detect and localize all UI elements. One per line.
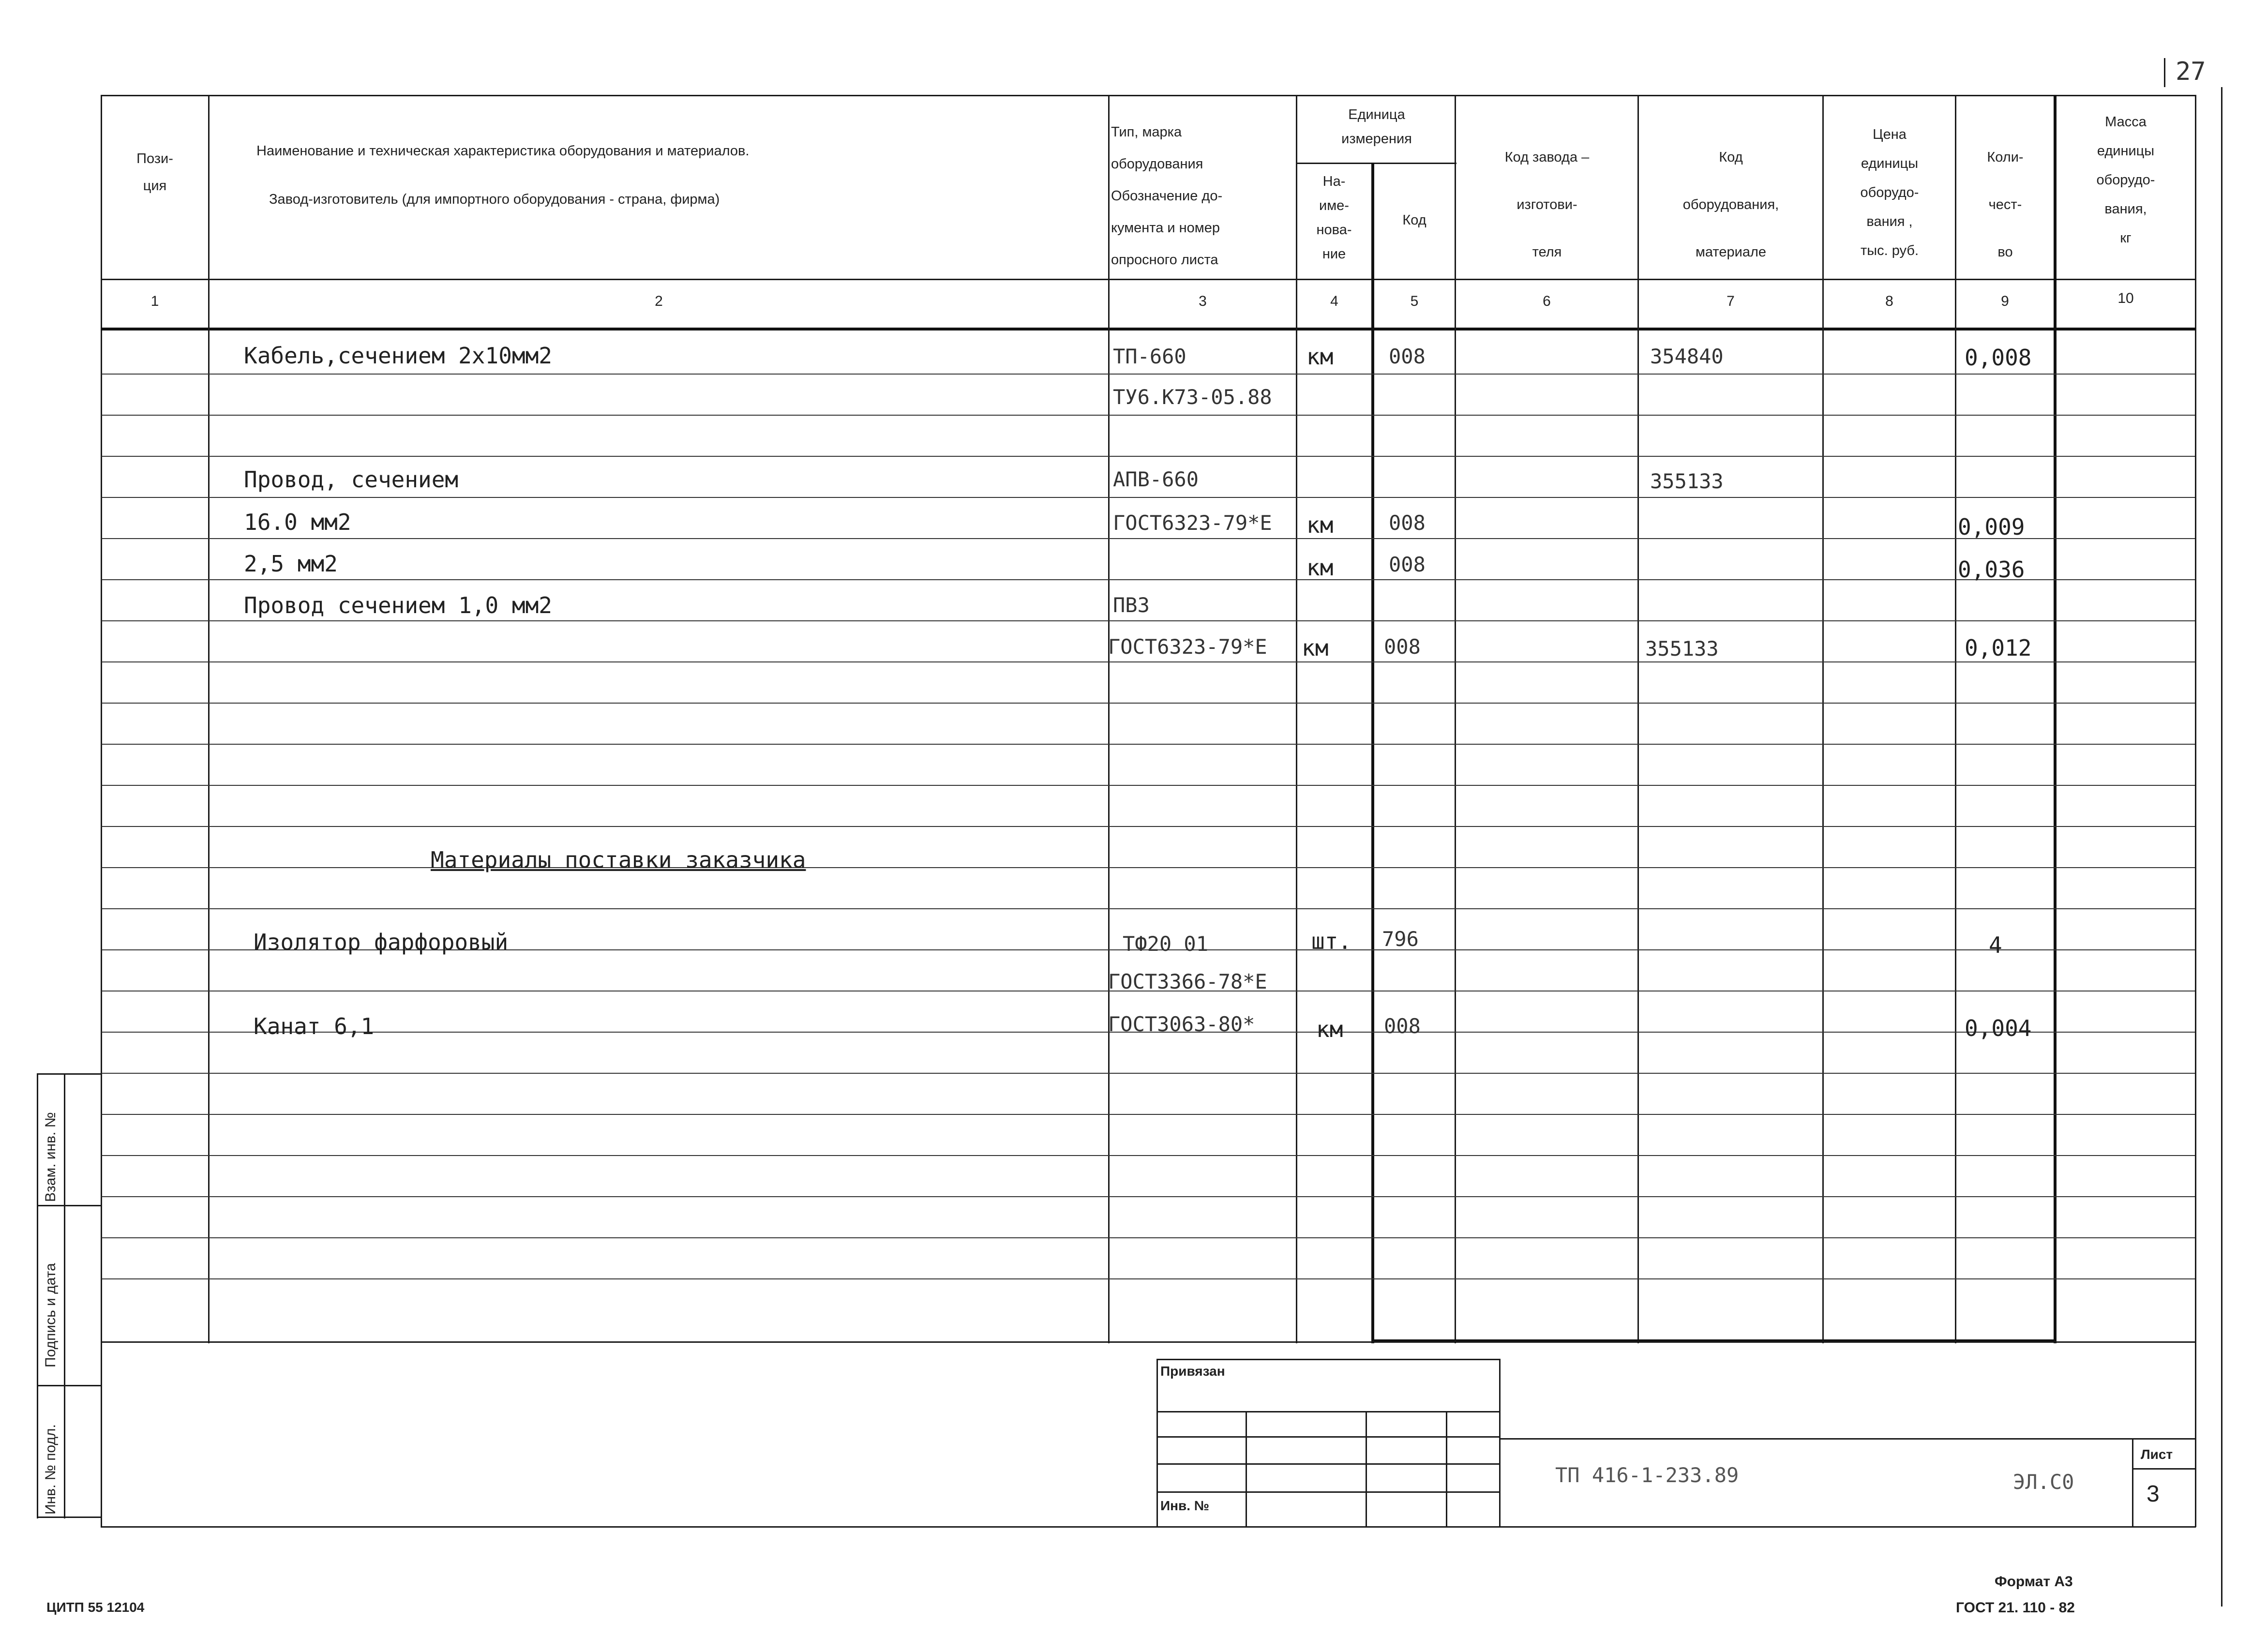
row-separator <box>102 579 2195 580</box>
table-cell-code: 008 <box>1389 553 1426 576</box>
row-separator <box>102 1114 2195 1115</box>
row-separator <box>102 497 2195 498</box>
table-cell-type: ГОСТ3063-80* <box>1108 1012 1255 1036</box>
table-cell-type: ГОСТ6323-79*Е <box>1108 635 1267 659</box>
frame-top <box>101 95 2196 96</box>
table-cell-qty: 0,004 <box>1965 1015 2032 1041</box>
table-cell-code: 008 <box>1389 511 1426 535</box>
header-col7: Код оборудования, материале <box>1682 150 1779 260</box>
stamp-col1 <box>1246 1411 1247 1526</box>
table-cell-type: ТП-660 <box>1113 345 1186 368</box>
stamp-privyazan: Привязан <box>1160 1364 1225 1379</box>
table-cell-unit: км <box>1306 512 1334 538</box>
colnum-5: 5 <box>1410 293 1419 309</box>
table-cell-equip-code: 355133 <box>1645 637 1719 661</box>
section-title: Материалы поставки заказчика <box>431 847 806 873</box>
table-cell-qty: 4 <box>1989 932 2002 958</box>
col-line-8 <box>1955 95 1956 1343</box>
col-line-4 <box>1371 163 1374 1343</box>
row-separator <box>102 1237 2195 1238</box>
row-separator <box>102 620 2195 621</box>
table-cell-name: 16.0 мм2 <box>244 509 351 535</box>
table-cell-type: ГОСТ3366-78*Е <box>1108 970 1267 993</box>
table-cell-type: АПВ-660 <box>1113 467 1199 491</box>
colnum-bottom-line <box>101 328 2196 330</box>
table-cell-unit: км <box>1316 1016 1343 1042</box>
header-col4: На- име- нова- ние <box>1316 174 1352 262</box>
side-strip-left <box>37 1073 38 1518</box>
table-cell-code: 008 <box>1384 635 1421 659</box>
col-line-1 <box>208 95 210 1343</box>
table-cell-qty: 0,009 <box>1958 514 2025 540</box>
side-strip-bottom <box>37 1517 102 1518</box>
row-separator <box>102 744 2195 745</box>
colnum-10: 10 <box>2117 290 2134 306</box>
col-line-7 <box>1822 95 1824 1343</box>
side-strip-div2 <box>37 1385 102 1386</box>
frame-left <box>101 95 102 1527</box>
table-cell-type: ТУ6.К73-05.88 <box>1113 385 1272 409</box>
outer-right-edge <box>2221 87 2222 1607</box>
stamp-doc-code: ТП 416-1-233.89 <box>1555 1463 1739 1487</box>
colnum-1: 1 <box>150 293 159 309</box>
colnum-3: 3 <box>1199 293 1207 309</box>
colnum-4: 4 <box>1330 293 1338 309</box>
col-line-3 <box>1296 95 1297 1343</box>
stamp-section: ЭЛ.С0 <box>2013 1470 2074 1494</box>
table-cell-code: 008 <box>1384 1014 1421 1038</box>
table-cell-unit: шт. <box>1311 928 1352 954</box>
table-cell-code: 796 <box>1382 927 1419 951</box>
table-cell-name: Провод сечением 1,0 мм2 <box>244 592 552 618</box>
stamp-list-div <box>2132 1468 2195 1470</box>
row-separator <box>102 1155 2195 1156</box>
stamp-row4 <box>1156 1491 1500 1493</box>
stamp-top <box>1156 1359 1500 1360</box>
table-cell-code: 008 <box>1389 345 1426 368</box>
stamp-row1 <box>1156 1411 1500 1412</box>
table-bottom-line <box>101 1341 2196 1343</box>
col-line-2 <box>1108 95 1110 1343</box>
header-col10: Масса единицы оборудо- вания, кг <box>2096 114 2155 246</box>
row-separator <box>102 703 2195 704</box>
side-strip-div1 <box>37 1205 102 1206</box>
table-cell-unit: км <box>1306 344 1334 370</box>
row-separator <box>102 661 2195 662</box>
stamp-row3 <box>1156 1463 1500 1465</box>
header-col1: Пози- ция <box>136 151 173 194</box>
stamp-inv-no: Инв. № <box>1160 1498 1210 1513</box>
header-col2-line1: Наименование и техническая характеристика оборудования и материалов. <box>256 143 750 159</box>
table-cell-qty: 0,008 <box>1965 345 2032 371</box>
table-cell-equip-code: 354840 <box>1650 345 1724 368</box>
header-col8: Цена единицы оборудо- вания , тыс. руб. <box>1860 127 1919 258</box>
stamp-list-left <box>2132 1438 2133 1526</box>
page-number: 27 <box>2176 57 2206 86</box>
stamp-col3 <box>1446 1411 1447 1526</box>
row-separator <box>102 1278 2195 1279</box>
header-unit-group: Единица измерения <box>1341 107 1412 147</box>
header-col5: Код <box>1402 212 1426 228</box>
stamp-row2 <box>1156 1436 1500 1438</box>
footer-format: Формат А3 <box>1995 1574 2073 1590</box>
row-separator <box>102 456 2195 457</box>
row-separator <box>102 374 2195 375</box>
side-label-podpis: Подпись и дата <box>43 1263 59 1367</box>
colnum-8: 8 <box>1885 293 1893 309</box>
table-cell-unit: км <box>1302 635 1329 661</box>
row-separator <box>102 538 2195 539</box>
table-cell-type: ТФ20 01 <box>1123 932 1209 956</box>
page-number-tick <box>2164 58 2165 87</box>
row-separator <box>102 1073 2195 1074</box>
table-cell-type: ПВ3 <box>1113 593 1150 617</box>
row-separator <box>102 826 2195 827</box>
table-cell-type: ГОСТ6323-79*Е <box>1113 511 1272 535</box>
stamp-list-label: Лист <box>2141 1447 2173 1462</box>
table-cell-name: Кабель,сечением 2х10мм2 <box>244 343 552 369</box>
row-separator <box>102 785 2195 786</box>
stamp-col2 <box>1366 1411 1367 1526</box>
header-col9: Коли- чест- во <box>1987 150 2024 260</box>
col-line-5 <box>1455 95 1456 1343</box>
table-cell-equip-code: 355133 <box>1650 469 1724 493</box>
table-cell-name: 2,5 мм2 <box>244 551 338 577</box>
frame-bottom <box>101 1526 2196 1528</box>
header-col6: Код завода – изготови- теля <box>1504 150 1590 260</box>
footer-left: ЦИТП 55 12104 <box>46 1600 145 1615</box>
side-strip-top <box>37 1073 102 1075</box>
header-col3: Тип, марка оборудования Обозначение до- кумента и номер опросного листа <box>1111 124 1223 268</box>
row-separator <box>102 1196 2195 1197</box>
footer-gost: ГОСТ 21. 110 - 82 <box>1956 1600 2075 1616</box>
stamp-right <box>1499 1359 1501 1526</box>
colnum-6: 6 <box>1543 293 1551 309</box>
col-line-6 <box>1637 95 1639 1343</box>
unit-group-line <box>1297 163 1456 164</box>
side-label-inv: Инв. № подл. <box>43 1424 59 1515</box>
row-separator <box>102 908 2195 909</box>
colnum-7: 7 <box>1727 293 1735 309</box>
stamp-main-top <box>1499 1438 2196 1440</box>
row-separator <box>102 415 2195 416</box>
table-cell-unit: км <box>1306 555 1334 581</box>
side-label-vzam: Взам. инв. № <box>43 1112 59 1202</box>
stamp-left <box>1156 1359 1158 1526</box>
table-cell-qty: 0,036 <box>1958 556 2025 583</box>
table-cell-name: Изолятор фарфоровый <box>254 929 509 955</box>
colnum-2: 2 <box>655 293 663 309</box>
header-bottom-line <box>101 279 2196 280</box>
header-col2-line2: Завод-изготовитель (для импортного оборудования - страна, фирма) <box>269 192 720 207</box>
stamp-list-no: 3 <box>2147 1481 2160 1507</box>
table-cell-name: Канат 6,1 <box>254 1013 375 1039</box>
colnum-9: 9 <box>2001 293 2009 309</box>
col-line-9 <box>2054 95 2057 1343</box>
table-cell-qty: 0,012 <box>1965 635 2032 661</box>
table-cell-name: Провод, сечением <box>244 466 459 493</box>
frame-right <box>2195 95 2196 1527</box>
side-strip-mid <box>64 1073 65 1518</box>
row-separator <box>102 867 2195 868</box>
